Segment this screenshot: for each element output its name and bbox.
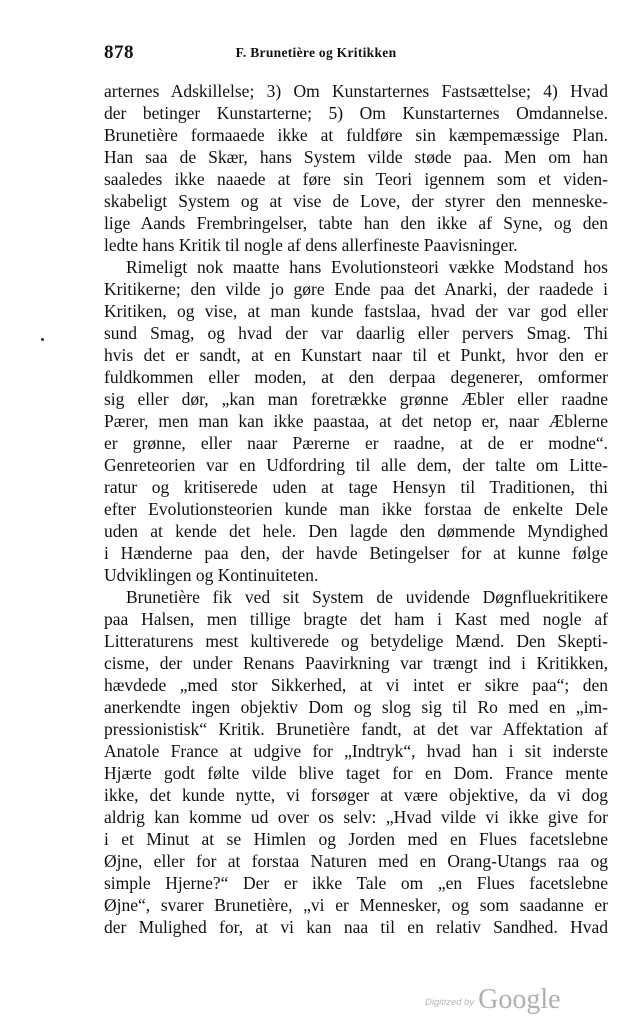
text-line: der betinger Kunstarterne; 5) Om Kunstarternes Omdannelse. [104,103,608,123]
text-line: simple Hjerne?“ Der er ikke Tale om „en Flues facetslebne [104,873,608,893]
paragraph-start-line: Rimeligt nok maatte hans Evolutionsteori vække Modstand hos [126,257,608,277]
text-line: Kritiken, og vise, at man kunde fastslaa, hvad der var god eller [104,301,608,321]
text-line: cisme, der under Renans Paavirkning var trængt ind i Kritikken, [104,653,608,673]
text-line: Øjne, eller for at forstaa Naturen med en Orang-Utangs raa og [104,851,608,871]
paragraph-start-line: Brunetière fik ved sit System de uvidende Døgnfluekritikere [126,587,608,607]
text-line: hævdede „med stor Sikkerhed, at vi intet er sikre paa“; den [104,675,608,695]
text-line: Øjne“, svarer Brunetière, „vi er Mennesker, og som saadanne er [104,895,608,915]
text-line: ikke, det kunde nytte, vi forsøger at være objektive, da vi dog [104,785,608,805]
text-line: saaledes ikke naaede at føre sin Teori igennem som et viden- [104,169,608,189]
digitized-label: Digitized by [425,997,475,1008]
text-line: sund Smag, og hvad der var daarlig eller pervers Smag. Thi [104,323,608,343]
text-line: Udviklingen og Kontinuiteten. [104,565,319,585]
stray-ink-mark [41,338,44,341]
text-line: i et Minut at se Himlen og Jorden med en Flues facetslebne [104,829,608,849]
text-line: Anatole France at udgive for „Indtryk“, hvad han i sit inderste [104,741,608,761]
text-line: i Hænderne paa den, der havde Betingelser for at kunne følge [104,543,608,563]
text-line: hvis det er sandt, at en Kunstart naar til et Punkt, hvor den er [104,345,608,365]
body-text [104,80,608,938]
text-line: efter Evolutionsteorien kunde man ikke forstaa de enkelte Dele [104,499,608,519]
text-line: anerkendte ingen objektiv Dom og slog sig til Ro med en „im- [104,697,608,717]
text-line: skabeligt System og at vise de Love, der styrer den menneske- [104,191,608,211]
text-line: Kritikerne; den vilde jo gøre Ende paa det Anarki, der raadede i [104,279,608,299]
text-line: Pærer, men man kan ikke paastaa, at det netop er, naar Æblerne [104,411,608,431]
text-line: aldrig kan komme ud over os selv: „Hvad vilde vi ikke give for [104,807,608,827]
text-line: Han saa de Skær, hans System vilde støde paa. Men om han [104,147,608,167]
page-number: 878 [104,42,134,63]
text-line: Brunetière formaaede ikke at fuldføre sin kæmpemæssige Plan. [104,125,608,145]
text-line: paa Halsen, men tillige bragte det ham i Kast med nogle af [104,609,608,629]
text-line: arternes Adskillelse; 3) Om Kunstarternes Fastsættelse; 4) Hvad [104,81,608,101]
text-line: uden at kende det hele. Den lagde den dømmende Myndighed [104,521,608,541]
text-line: der Mulighed for, at vi kan naa til en relativ Sandhed. Hvad [104,917,608,937]
text-line: Hjærte godt følte vilde blive taget for en Dom. France mente [104,763,608,783]
digitized-by-google-watermark [425,984,561,1016]
text-line: ratur og kritiserede uden at tage Hensyn til Traditionen, thi [104,477,608,497]
text-line: pressionistisk“ Kritik. Brunetière fandt, at det var Affektation af [104,719,608,739]
running-head: F. Brunetière og Kritikken [235,45,397,60]
text-line: Litteraturens mest kultiverede og betydelige Mænd. Den Skepti- [104,631,608,651]
text-line: er grønne, eller naar Pærerne er raadne, at de er modne“. [104,433,608,453]
text-line: Genreteorien var en Udfordring til alle dem, der talte om Litte- [104,455,608,475]
text-line: sig eller dør, „kan man foretrække grønne Æbler eller raadne [104,389,608,409]
text-line: lige Aands Frembringelser, tabte han den ikke af Syne, og den [104,213,608,233]
text-line: fuldkommen eller moden, at den derpaa degenerer, omformer [104,367,608,387]
google-logo: Google [478,984,561,1015]
text-line: ledte hans Kritik til nogle af dens allerfineste Paavisninger. [104,235,518,255]
